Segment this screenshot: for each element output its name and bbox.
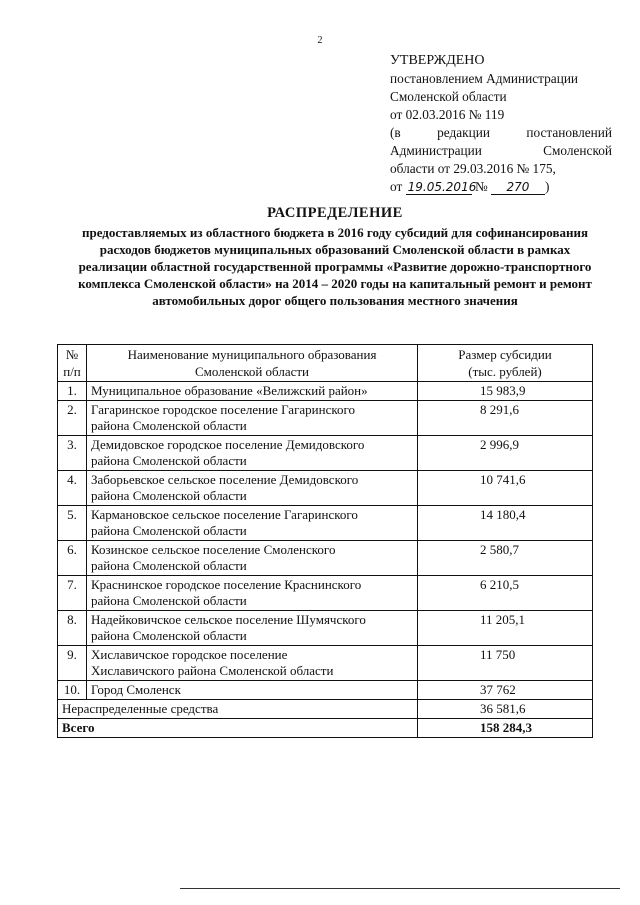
page-number: 2: [317, 35, 323, 46]
row-number: 1.: [58, 382, 87, 401]
row-number: 10.: [58, 681, 87, 700]
table-row: [58, 681, 593, 700]
footer-divider: [180, 888, 620, 889]
table-row: [58, 576, 593, 611]
table-row: [58, 401, 593, 436]
total-label: Всего: [58, 719, 418, 738]
row-number: 3.: [58, 436, 87, 471]
document-subtitle: предоставляемых из областного бюджета в 2016 году субсидий для софинансирования расходов бюджетов муниципальных образований Смоленской области в рамках реализации областной государственной программы «Развитие дорожно-транспортного комплекса Смоленской области» на 2014 – 2020 годы на капитальный ремонт и ремонт автомобильных дорог общего пользования местного значения: [78, 225, 592, 308]
approval-line-5: Администрации Смоленской: [390, 143, 612, 158]
table-row: [58, 382, 593, 401]
municipality-name: Муниципальное образование «Велижский район»: [87, 382, 418, 401]
table-header-row: [58, 345, 593, 382]
table-row: [58, 471, 593, 506]
municipality-name: Город Смоленск: [87, 681, 418, 700]
table-row: [58, 506, 593, 541]
header-num: № п/п: [58, 345, 87, 382]
row-number: 9.: [58, 646, 87, 681]
approval-line-6: области от 29.03.2016 № 175,: [390, 161, 556, 176]
approval-line-7: [390, 178, 612, 196]
municipality-name: Краснинское городское поселение Краснинского района Смоленской области: [87, 576, 418, 611]
handwritten-date: 19.05.2016: [407, 180, 477, 194]
approval-line-7-suffix: ): [544, 179, 550, 194]
row-number: 2.: [58, 401, 87, 436]
municipality-name: Демидовское городское поселение Демидовского района Смоленской области: [87, 436, 418, 471]
approval-line-1: постановлением Администрации: [390, 71, 579, 86]
subsidy-amount: 37 762: [418, 681, 593, 700]
document-title: РАСПРЕДЕЛЕНИЕ: [267, 205, 403, 221]
subsidy-amount: 2 996,9: [418, 436, 593, 471]
row-number: 4.: [58, 471, 87, 506]
row-number: 5.: [58, 506, 87, 541]
subsidy-amount: 14 180,4: [418, 506, 593, 541]
municipality-name: Надейковичское сельское поселение Шумячского района Смоленской области: [87, 611, 418, 646]
municipality-name: Гагаринское городское поселение Гагаринского района Смоленской области: [87, 401, 418, 436]
subsidies-table: [57, 344, 593, 738]
table-row: [58, 611, 593, 646]
total-amount: 158 284,3: [418, 719, 593, 738]
approval-line-4: (в редакции постановлений: [390, 125, 612, 140]
header-name: Наименование муниципального образования Смоленской области: [87, 345, 418, 382]
approval-line-3: от 02.03.2016 № 119: [390, 107, 505, 122]
row-number: 6.: [58, 541, 87, 576]
subsidy-amount: 11 750: [418, 646, 593, 681]
approval-line-7-prefix: от: [390, 179, 403, 194]
row-number: 7.: [58, 576, 87, 611]
subsidy-amount: 2 580,7: [418, 541, 593, 576]
approval-stamp-block: [390, 52, 612, 196]
table-row: [58, 646, 593, 681]
municipality-name: Козинское сельское поселение Смоленского района Смоленской области: [87, 541, 418, 576]
subsidy-amount: 6 210,5: [418, 576, 593, 611]
table-row: [58, 436, 593, 471]
undistributed-label: Нераспределенные средства: [58, 700, 418, 719]
subsidy-amount: 8 291,6: [418, 401, 593, 436]
municipality-name: Хиславичское городское поселение Хиславичского района Смоленской области: [87, 646, 418, 681]
total-row: [58, 719, 593, 738]
approval-title: УТВЕРЖДЕНО: [390, 53, 485, 68]
subsidy-amount: 11 205,1: [418, 611, 593, 646]
municipality-name: Заборьевское сельское поселение Демидовского района Смоленской области: [87, 471, 418, 506]
header-amount: Размер субсидии (тыс. рублей): [418, 345, 593, 382]
approval-line-2: Смоленской области: [390, 89, 507, 104]
document-heading: [70, 205, 600, 309]
undistributed-amount: 36 581,6: [418, 700, 593, 719]
subsidy-amount: 10 741,6: [418, 471, 593, 506]
undistributed-row: [58, 700, 593, 719]
subsidy-amount: 15 983,9: [418, 382, 593, 401]
handwritten-number: 270: [491, 181, 545, 195]
table-row: [58, 541, 593, 576]
approval-number-sign: №: [474, 179, 488, 194]
municipality-name: Кармановское сельское поселение Гагаринского района Смоленской области: [87, 506, 418, 541]
row-number: 8.: [58, 611, 87, 646]
